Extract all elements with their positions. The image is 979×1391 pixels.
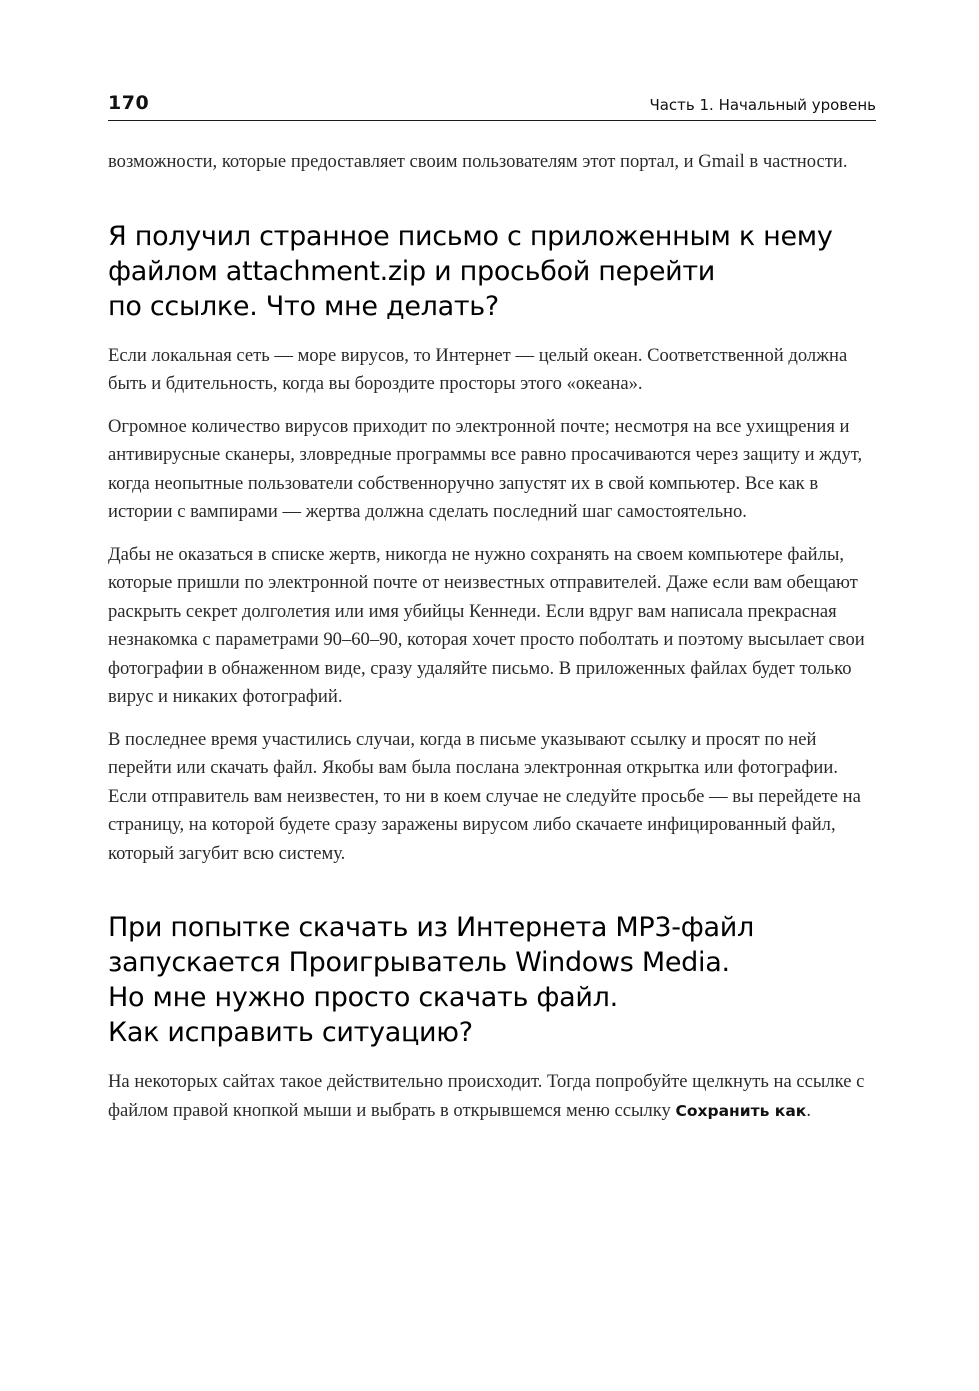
heading-line: по ссылке. Что мне делать? bbox=[108, 290, 499, 322]
paragraph-text: На некоторых сайтах такое действительно происходит. Тогда попробуйте щелкнуть на ссылке с файлом правой кнопкой мыши и выбрать в открывшемся меню ссылку bbox=[108, 1071, 865, 1121]
page-content bbox=[108, 148, 876, 1139]
heading-line: Я получил странное письмо с приложенным к нему bbox=[108, 220, 833, 252]
section-heading-mp3 bbox=[108, 910, 876, 1050]
heading-line: При попытке скачать из Интернета MP3-файл bbox=[108, 912, 754, 943]
section-heading-attachment bbox=[108, 219, 876, 324]
body-paragraph: Огромное количество вирусов приходит по электронной почте; несмотря на все ухищрения и антивирусные сканеры, зловредные программы все равно просачиваются через защиту и ждут, когда неопытные пользователи собственноручно запустят их в свой компьютер. Все как в истории с вампирами — жертва должна сделать последний шаг самостоятельно. bbox=[108, 415, 863, 522]
menu-term-save-as: Сохранить как bbox=[675, 1101, 807, 1120]
running-title: Часть 1. Начальный уровень bbox=[649, 96, 876, 114]
page-number: 170 bbox=[108, 92, 150, 114]
paragraph-end: . bbox=[806, 1099, 811, 1121]
body-paragraph: Если локальная сеть — море вирусов, то Интернет — целый океан. Соответственной должна быть и бдительность, когда вы бороздите просторы этого «океана». bbox=[108, 344, 848, 394]
body-paragraph: Дабы не оказаться в списке жертв, никогда не нужно сохранять на своем компьютере файлы, которые пришли по электронной почте от неизвестных отправителей. Даже если вам обещают раскрыть секрет долголетия или имя убийцы Кеннеди. Если вдруг вам написала прекрасная незнакомка с параметрами 90–60–90, которая хочет просто поболтать и поэтому высылает свои фотографии в обнаженном виде, сразу удаляйте письмо. В приложенных файлах будет только вирус и никаких фотографий. bbox=[108, 543, 865, 707]
heading-line: файлом attachment.zip и просьбой перейти bbox=[108, 255, 716, 287]
page-header bbox=[108, 90, 876, 121]
body-paragraph-save-as bbox=[108, 1068, 876, 1125]
intro-paragraph: возможности, которые предоставляет своим пользователям этот портал, и Gmail в частности. bbox=[108, 151, 848, 172]
heading-line: Как исправить ситуацию? bbox=[108, 1017, 473, 1048]
heading-line: запускается Проигрыватель Windows Media. bbox=[108, 947, 730, 978]
body-paragraph: В последнее время участились случаи, когда в письме указывают ссылку и просят по ней перейти или скачать файл. Якобы вам была послана электронная открытка или фотографии. Если отправитель вам неизвестен, то ни в коем случае не следуйте просьбе — вы перейдете на страницу, на которой будете сразу заражены вирусом либо скачаете инфицированный файл, который загубит всю систему. bbox=[108, 728, 861, 864]
heading-line: Но мне нужно просто скачать файл. bbox=[108, 982, 618, 1013]
